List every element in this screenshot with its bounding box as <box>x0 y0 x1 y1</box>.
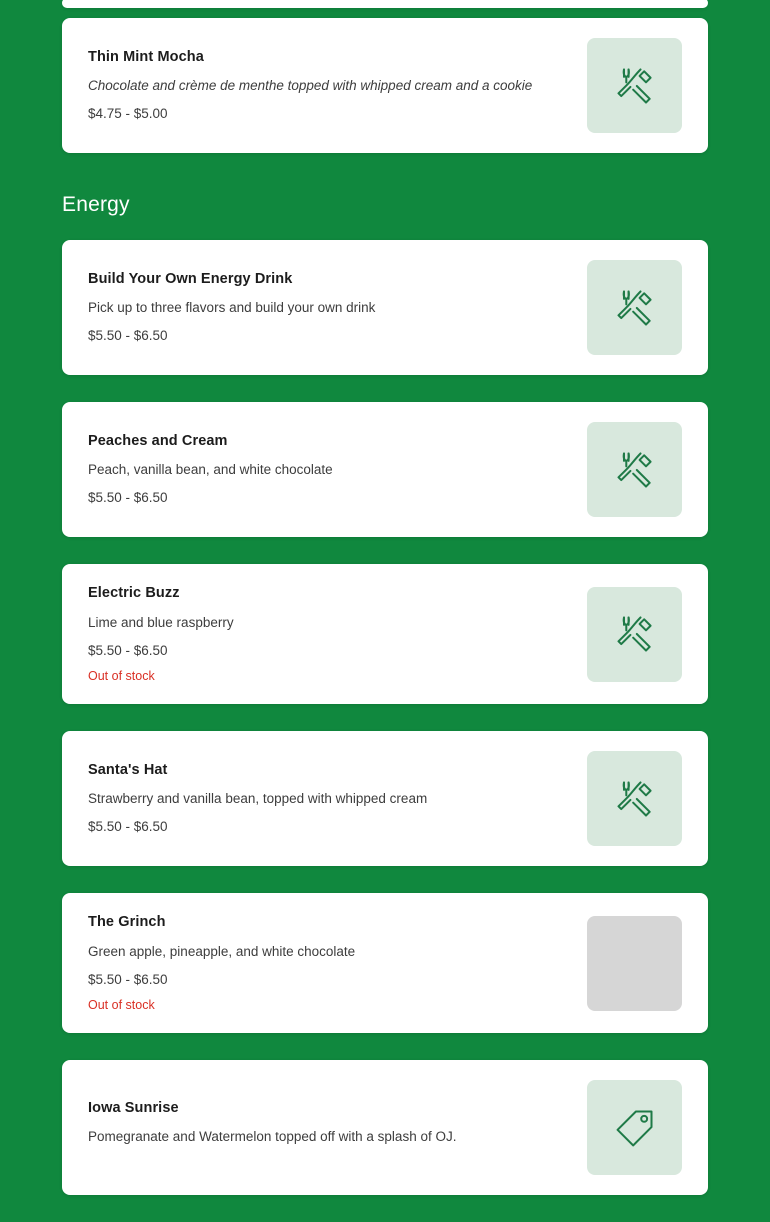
menu-item-description: Green apple, pineapple, and white chocolate <box>88 943 356 959</box>
menu-item-thumbnail <box>587 38 682 133</box>
menu-item-card[interactable] <box>62 564 708 704</box>
menu-item-text <box>88 1099 587 1157</box>
menu-item-card[interactable] <box>62 893 708 1033</box>
menu-item-price: $5.50 - $6.50 <box>88 971 168 987</box>
menu-item-price: $4.75 - $5.00 <box>88 106 168 122</box>
menu-item-description: Strawberry and vanilla bean, topped with whipped cream <box>88 791 428 807</box>
cutlery-icon <box>613 612 657 656</box>
menu-item-text <box>88 432 587 508</box>
menu-item-card[interactable] <box>62 18 708 153</box>
menu-item-price: $5.50 - $6.50 <box>88 642 168 658</box>
menu-item-description: Pomegranate and Watermelon topped off with a splash of OJ. <box>88 1129 457 1145</box>
menu-item-thumbnail <box>587 1080 682 1175</box>
menu-item-card[interactable] <box>62 240 708 375</box>
out-of-stock-label: Out of stock <box>88 669 155 683</box>
menu-item-card[interactable] <box>62 1060 708 1195</box>
menu-item-name: The Grinch <box>88 914 166 930</box>
menu-item-price: $5.50 - $6.50 <box>88 819 168 835</box>
menu-item-text <box>88 913 587 1013</box>
tag-icon <box>613 1106 657 1150</box>
menu-item-thumbnail <box>587 751 682 846</box>
menu-item-text <box>88 48 587 124</box>
section-title: Energy <box>62 193 130 216</box>
menu-item-name: Iowa Sunrise <box>88 1099 179 1116</box>
previous-menu-item-partial[interactable] <box>62 0 708 8</box>
out-of-stock-label: Out of stock <box>88 998 155 1012</box>
menu-item-description: Lime and blue raspberry <box>88 614 234 630</box>
menu-item-price: $5.50 - $6.50 <box>88 490 168 506</box>
menu-item-text <box>88 270 587 346</box>
menu-item-card[interactable] <box>62 402 708 537</box>
menu-item-description: Pick up to three flavors and build your own drink <box>88 300 376 316</box>
menu-section-energy <box>62 193 708 1195</box>
menu-section-0 <box>62 8 708 153</box>
cutlery-icon <box>613 777 657 821</box>
cutlery-icon <box>613 286 657 330</box>
menu-item-name: Peaches and Cream <box>88 432 228 449</box>
cutlery-icon <box>613 448 657 492</box>
menu-item-card[interactable] <box>62 731 708 866</box>
menu-item-description: Peach, vanilla bean, and white chocolate <box>88 462 333 478</box>
menu-item-name: Thin Mint Mocha <box>88 48 204 65</box>
menu-item-name: Electric Buzz <box>88 585 180 601</box>
cutlery-icon <box>613 64 657 108</box>
menu-item-thumbnail <box>587 422 682 517</box>
menu-item-name: Build Your Own Energy Drink <box>88 270 293 287</box>
menu-item-thumbnail-placeholder <box>587 916 682 1011</box>
menu-item-description: Chocolate and crème de menthe topped with whipped cream and a cookie <box>88 78 533 94</box>
menu-item-thumbnail <box>587 587 682 682</box>
menu-item-price: $5.50 - $6.50 <box>88 328 168 344</box>
menu-item-name: Santa's Hat <box>88 761 168 778</box>
menu-item-text <box>88 761 587 837</box>
menu-item-text <box>88 584 587 684</box>
menu-item-thumbnail <box>587 260 682 355</box>
